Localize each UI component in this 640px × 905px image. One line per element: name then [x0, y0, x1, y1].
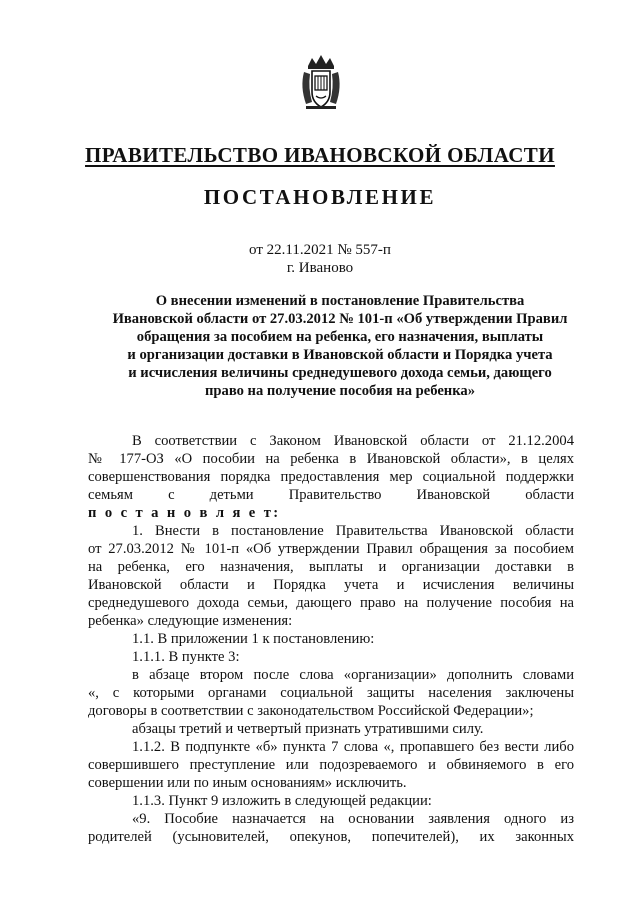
body-line: «, с которыми органами социальной защиты населения заключены: [88, 685, 574, 701]
body-line: совершении или по иным основаниям» исключить.: [88, 775, 407, 791]
subject-line: право на получение пособия на ребенка»: [205, 383, 475, 399]
document-type: ПОСТАНОВЛЕНИЕ: [203, 185, 437, 209]
body-line: среднедушевого дохода семьи, дающего право на получение пособия на: [88, 595, 574, 611]
body-line: от 27.03.2012 № 101-п «Об утверждении Правил обращения за пособием: [88, 541, 574, 557]
body-line: в абзаце втором после слова «организации» дополнить словами: [132, 667, 574, 683]
subject-line: О внесении изменений в постановление Правительства: [155, 293, 525, 309]
body-line: договоры в соответствии с законодательством Российской Федерации»;: [88, 703, 534, 719]
document-date-number: от 22.11.2021 № 557-п: [249, 242, 391, 258]
body-line: 1.1. В приложении 1 к постановлению:: [132, 631, 375, 647]
body-line: № 177-ОЗ «О пособии на ребенка в Ивановской области», в целях: [88, 451, 574, 467]
body-line: 1.1.2. В подпункте «б» пункта 7 слова «, пропавшего без вести либо: [132, 739, 574, 755]
organization-title: ПРАВИТЕЛЬСТВО ИВАНОВСКОЙ ОБЛАСТИ: [85, 143, 555, 167]
body-line: 1.1.1. В пункте 3:: [132, 649, 240, 665]
body-line: В соответствии с Законом Ивановской области от 21.12.2004: [132, 433, 574, 449]
document-subject: [110, 292, 570, 400]
body-line: Ивановской области и Порядка учета и исчисления величины: [88, 577, 574, 593]
body-line: семьям с детьми Правительство Ивановской области: [88, 487, 574, 503]
body-line: 1.1.3. Пункт 9 изложить в следующей редакции:: [132, 793, 432, 809]
subject-line: Ивановской области от 27.03.2012 № 101-п «Об утверждении Правил: [112, 311, 568, 327]
body-line: «9. Пособие назначается на основании заявления одного из: [132, 811, 574, 827]
body-line: абзацы третий и четвертый признать утратившими силу.: [132, 721, 484, 737]
document-body: [88, 432, 574, 846]
body-line: совершенствования порядка предоставления мер социальной поддержки: [88, 469, 574, 485]
coat-of-arms-icon: [298, 52, 344, 112]
subject-line: и организации доставки в Ивановской области и Порядка учета: [127, 347, 553, 363]
body-line: родителей (усыновителей, опекунов, попечителей), их законных: [88, 829, 574, 845]
body-line: на ребенка, его назначения, выплаты и организации доставки в: [88, 559, 574, 575]
decree-verb: п о с т а н о в л я е т:: [88, 505, 281, 521]
document-city: г. Иваново: [286, 260, 354, 276]
subject-line: и исчисления величины среднедушевого дохода семьи, дающего: [128, 365, 552, 381]
subject-line: обращения за пособием на ребенка, его назначения, выплаты: [136, 329, 544, 345]
body-line: совершившего преступление или подозреваемого и обвиняемого в его: [88, 757, 574, 773]
body-line: 1. Внести в постановление Правительства Ивановской области: [132, 523, 574, 539]
body-line: ребенка» следующие изменения:: [88, 613, 293, 629]
